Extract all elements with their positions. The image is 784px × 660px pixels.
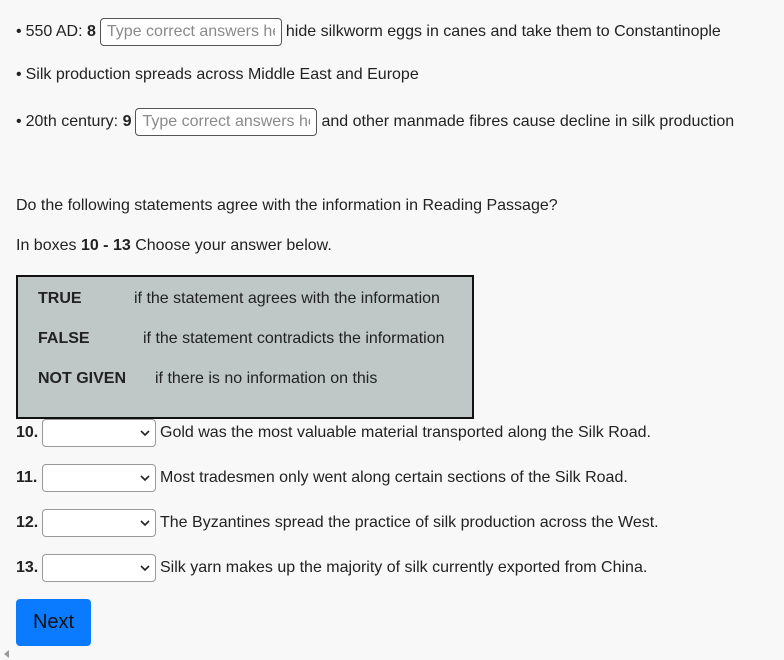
timeline-suffix: hide silkworm eggs in canes and take them to Constantinople xyxy=(285,23,721,40)
chevron-down-icon xyxy=(140,473,150,483)
timeline-item-spread xyxy=(16,66,419,84)
timeline-text: Silk production spreads across Middle East and Europe xyxy=(25,66,419,83)
answer-input-8[interactable] xyxy=(100,18,282,46)
question-number: 10. xyxy=(16,424,39,441)
answer-select-13[interactable] xyxy=(42,554,156,582)
timeline-suffix: and other manmade fibres cause decline in silk production xyxy=(321,113,735,130)
instructions-text: Do the following statements agree with the information in Reading Passage? xyxy=(16,197,558,214)
chevron-down-icon xyxy=(140,518,150,528)
answer-key-box xyxy=(16,275,474,419)
boxes-suffix: Choose your answer below. xyxy=(135,237,332,254)
question-number: 11. xyxy=(16,469,38,486)
bullet: • xyxy=(16,23,22,40)
chevron-down-icon xyxy=(140,428,150,438)
legend-desc: if the statement contradicts the information xyxy=(143,330,445,347)
legend-key: NOT GIVEN xyxy=(38,370,127,387)
answer-select-12[interactable] xyxy=(42,509,156,537)
instructions-question xyxy=(16,197,558,215)
question-row-13 xyxy=(16,554,647,582)
question-text: Most tradesmen only went along certain sections of the Silk Road. xyxy=(160,469,628,486)
question-number: 9 xyxy=(122,113,132,130)
question-text: Gold was the most valuable material transported along the Silk Road. xyxy=(160,424,651,441)
question-row-12 xyxy=(16,509,659,537)
boxes-range: 10 - 13 xyxy=(80,237,131,254)
boxes-prefix: In boxes xyxy=(16,237,77,254)
timeline-prefix: 20th century: xyxy=(25,113,119,130)
question-number: 8 xyxy=(87,23,96,40)
bullet: • xyxy=(16,113,22,130)
question-number: 13. xyxy=(16,559,39,576)
bullet: • xyxy=(16,66,22,83)
question-row-10 xyxy=(16,419,651,447)
question-text: The Byzantines spread the practice of silk production across the West. xyxy=(160,514,659,531)
question-number: 12. xyxy=(16,514,39,531)
answer-input-9[interactable] xyxy=(135,108,317,136)
instructions-boxes xyxy=(16,237,332,255)
legend-row-false xyxy=(38,330,444,348)
answer-select-10[interactable] xyxy=(42,419,156,447)
legend-row-true xyxy=(38,290,440,308)
legend-desc: if the statement agrees with the information xyxy=(134,290,440,307)
legend-key: TRUE xyxy=(38,290,82,307)
next-button[interactable]: Next xyxy=(16,599,91,646)
question-text: Silk yarn makes up the majority of silk currently exported from China. xyxy=(160,559,648,576)
legend-row-not-given xyxy=(38,370,377,388)
timeline-prefix: 550 AD: xyxy=(25,23,83,40)
timeline-item-20th-century xyxy=(16,108,734,136)
question-row-11 xyxy=(16,464,628,492)
scroll-left-arrow-icon[interactable] xyxy=(4,650,9,658)
timeline-item-550ad xyxy=(16,18,721,46)
chevron-down-icon xyxy=(140,563,150,573)
legend-desc: if there is no information on this xyxy=(155,370,378,387)
answer-select-11[interactable] xyxy=(42,464,156,492)
legend-key: FALSE xyxy=(38,330,90,347)
